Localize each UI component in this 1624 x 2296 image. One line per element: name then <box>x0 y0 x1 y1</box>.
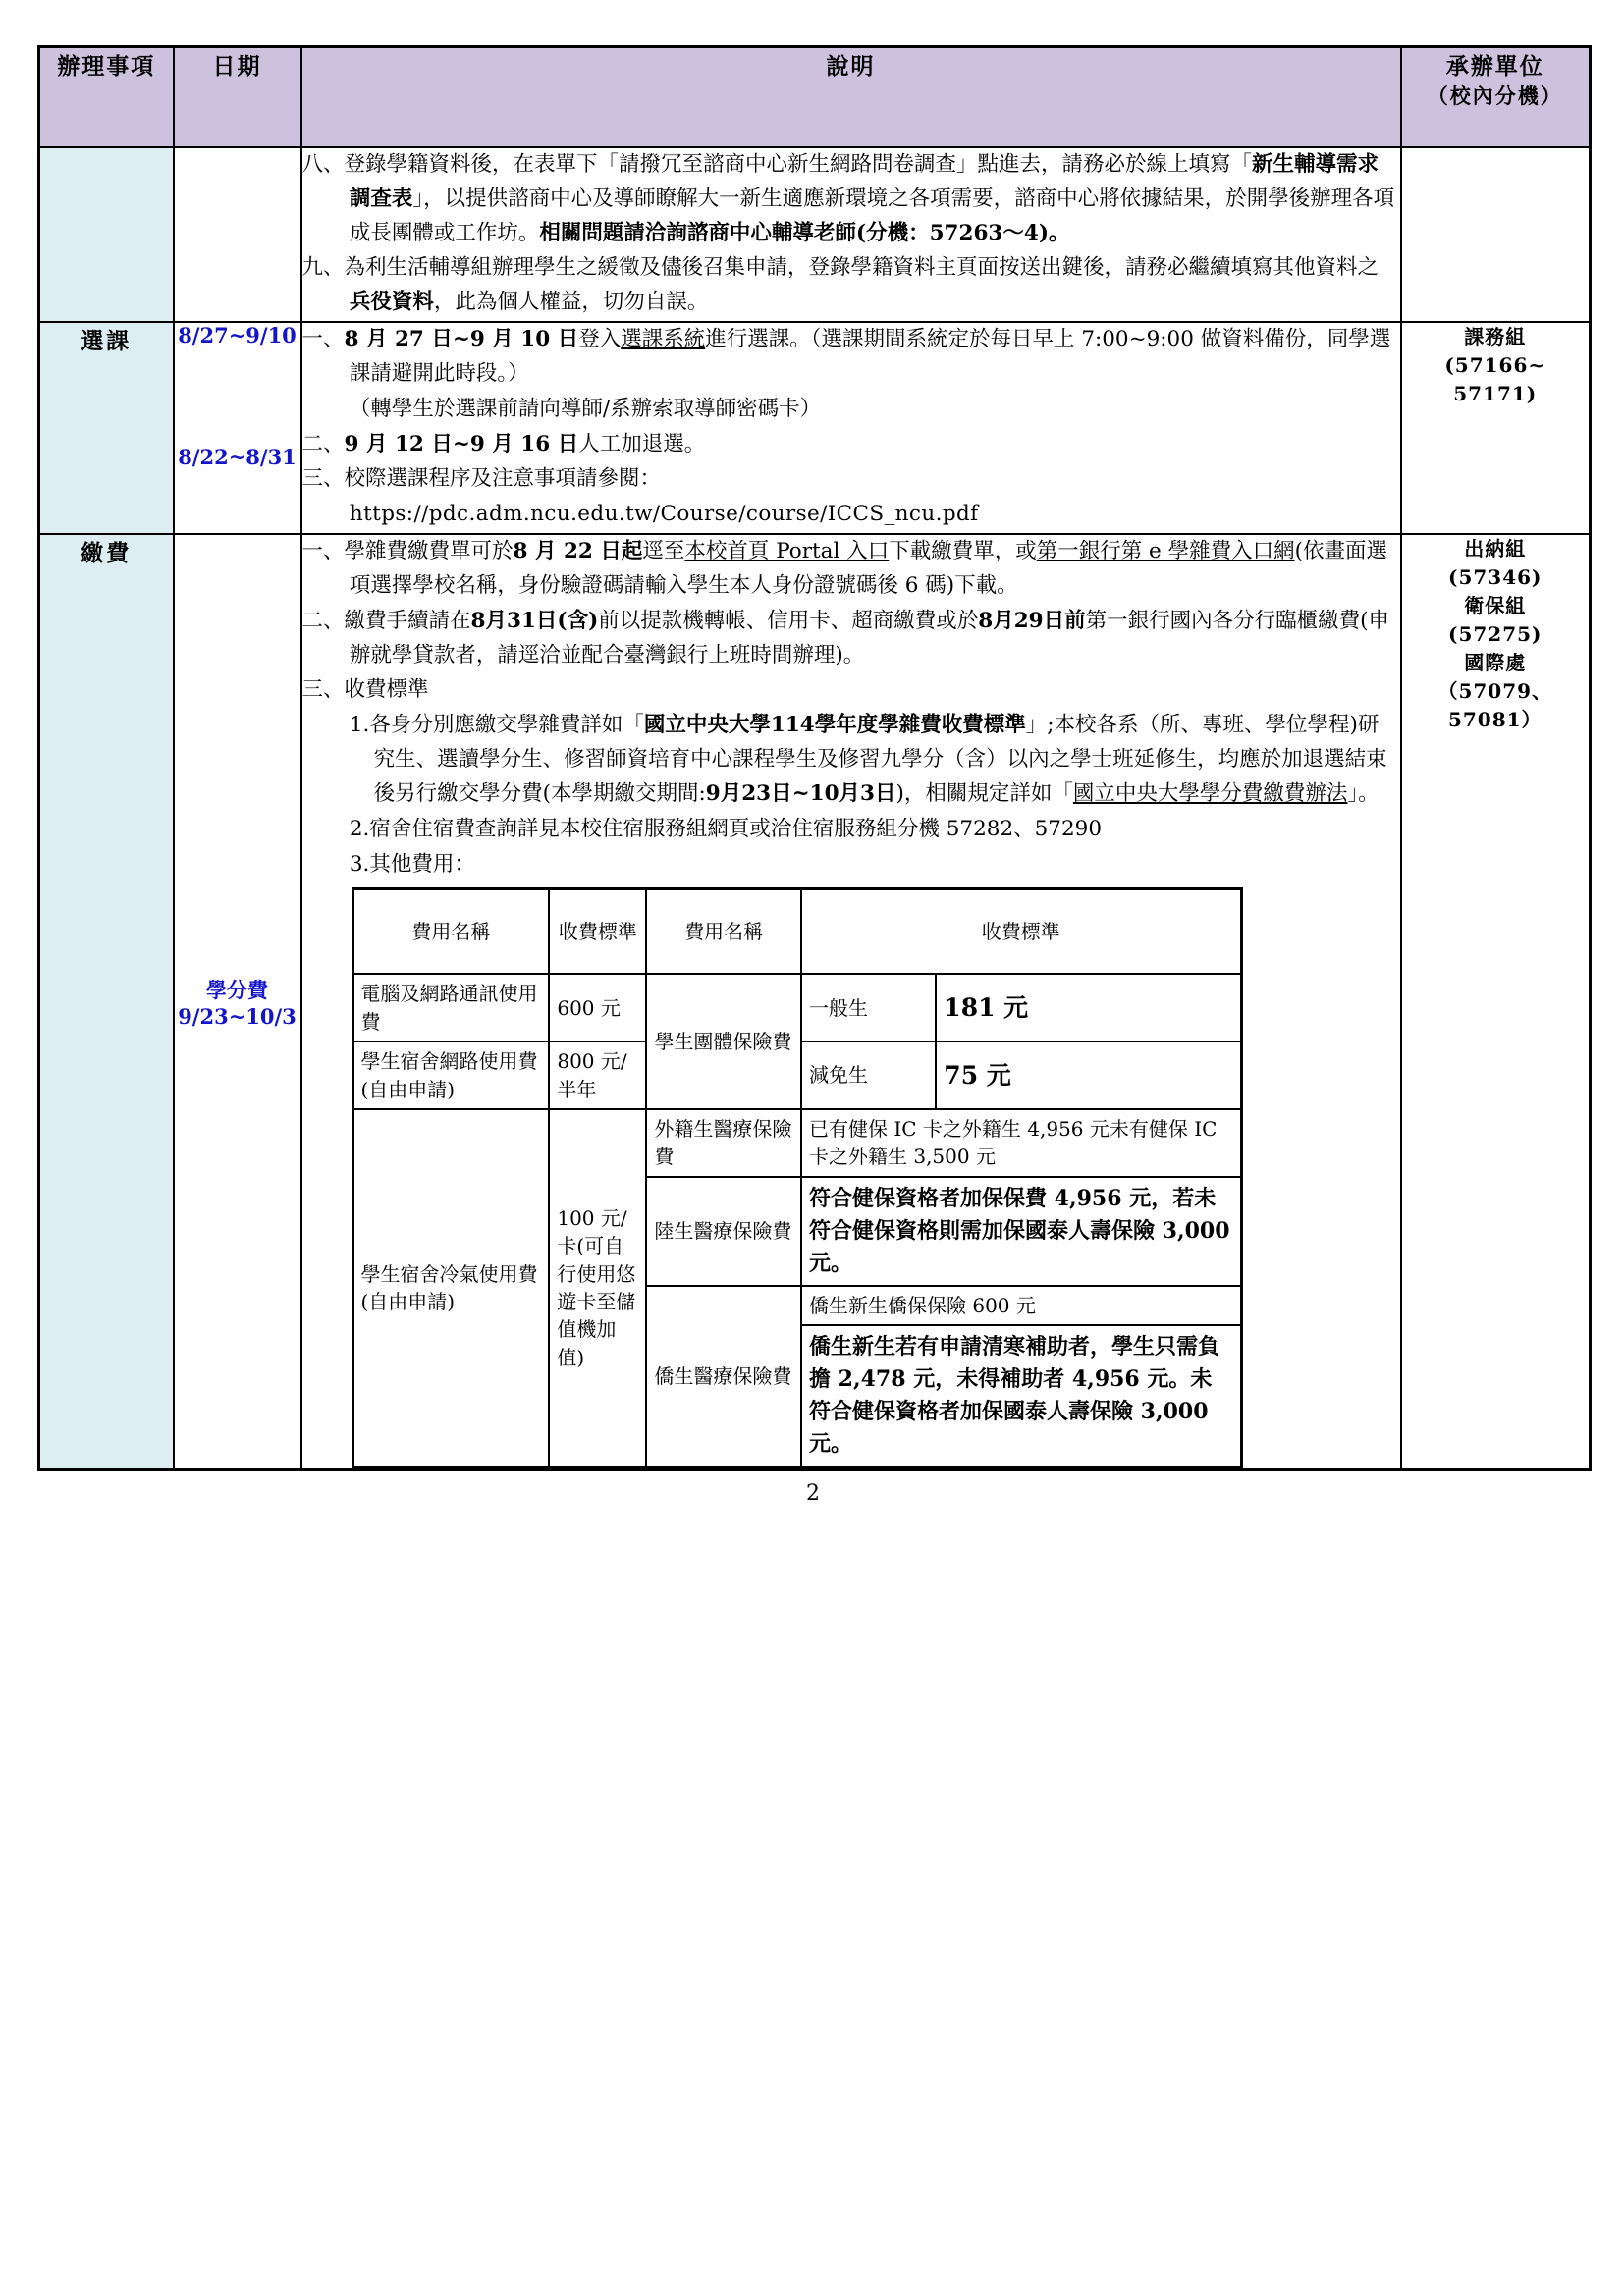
header-date: 日期 <box>174 47 301 148</box>
fee-value-general-student: 181 元 <box>936 974 1241 1041</box>
payment-unit-line-5: （57079、 <box>1437 679 1553 704</box>
payment-unit-line-6: 57081） <box>1447 708 1543 732</box>
course-item-3-url[interactable]: https://pdc.adm.ncu.edu.tw/Course/course/ICCS_ncu.pdf <box>349 502 979 527</box>
sub1-regulation-link[interactable]: 國立中央大學學分費繳費辦法 <box>1072 780 1348 806</box>
sub1-part-c: 」;本校各系（所、專班、學位學程)研究生、選讀學分生、修習師資培育中心課程學生及修習九學分（含）以內之學士班延修生，均應於加退選結束後另行繳交學分費(本學期繳交期間: <box>373 713 1387 806</box>
continuation-list <box>302 148 1400 320</box>
fee-row-computer-network <box>352 974 1241 1041</box>
course-item-1 <box>302 323 1400 392</box>
course-item-1-note: （轉學生於選課前請向導師/系辦索取導師密碼卡） <box>349 396 822 421</box>
fee-value-mainland-medical: 符合健保資格者加保保費 4,956 元，若未符合健保資格則需加保國泰人壽保險 3,000 元。 <box>801 1177 1241 1286</box>
payment-item-1 <box>302 535 1400 604</box>
sub1-part-g: 」。 <box>1347 780 1380 806</box>
pay2-part-e: 第一銀行國內各分行臨櫃繳費(申辦就學貸款者，請逕洽並配合臺灣銀行上班時間辦理)。 <box>349 608 1390 667</box>
cell-item-payment: 繳費 <box>39 534 174 1470</box>
sub1-part-a: 1.各身分別應繳交學雜費詳如「 <box>349 713 644 738</box>
fee-value-reduced-student: 75 元 <box>936 1041 1241 1109</box>
header-unit-line2: （校內分機） <box>1427 83 1563 108</box>
schedule-table <box>37 45 1592 1471</box>
fee-table <box>352 887 1243 1468</box>
sub1-part-e: )，相關規定詳如「 <box>895 780 1073 806</box>
payment-item-3: 三、收費標準 <box>301 677 429 703</box>
cell-item-continuation <box>39 147 174 322</box>
item8-emphasis-contact: 相關問題請洽詢諮商中心輔導老師(分機：57263～4)。 <box>539 220 1070 245</box>
cell-description-course <box>301 322 1401 534</box>
payment-item-2 <box>302 605 1400 673</box>
payment-date-top: 8/22~8/31 <box>178 445 297 470</box>
fee-name-group-insurance: 學生團體保險費 <box>646 974 801 1109</box>
cell-unit-continuation <box>1401 147 1591 322</box>
course2-daterange: 9 月 12 日~9 月 16 日 <box>344 431 579 456</box>
item8-emphasis-survey: 新生輔導需求調查表 <box>349 152 1380 211</box>
course-unit-ext-2: 57171) <box>1453 382 1538 406</box>
payment-sub-1 <box>302 709 1400 811</box>
fee-header-name-left: 費用名稱 <box>352 889 549 975</box>
pay1-part-c: 逕至 <box>642 539 685 564</box>
fee-header-row <box>352 889 1241 975</box>
course2-rest: 人工加退選。 <box>578 431 706 456</box>
cell-unit-course <box>1401 322 1591 534</box>
payment-credit-fee-label: 學分費 <box>206 978 268 1003</box>
pay1-part-g: (依畫面選項選擇學校名稱，身份驗證碼請輸入學生本人身份證號碼後 6 碼)下載。 <box>349 539 1388 598</box>
cell-date-continuation <box>174 147 301 322</box>
course1-daterange: 8 月 27 日~9 月 10 日 <box>344 327 579 352</box>
fee-value-overseas-medical-b: 僑生新生若有申請清寒補助者，學生只需負擔 2,478 元，未得補助者 4,956 元。未符合健保資格者加保國泰人壽保險 3,000 元。 <box>801 1325 1241 1468</box>
course-unit-ext-1: (57166~ <box>1444 353 1546 378</box>
sub1-standard-title: 國立中央大學114學年度學雜費收費標準 <box>643 713 1026 738</box>
course-item-3: 三、校際選課程序及注意事項請參閱： <box>301 466 662 492</box>
sub1-credit-period: 9月23日~10月3日 <box>705 780 896 806</box>
pay2-bank-deadline: 8月29日前 <box>978 608 1086 633</box>
fee-value-foreign-medical: 已有健保 IC 卡之外籍生 4,956 元未有健保 IC 卡之外籍生 3,500 元 <box>801 1109 1241 1177</box>
pay1-bank-link[interactable]: 第一銀行第 e 學雜費入口網 <box>1036 539 1295 564</box>
fee-name-dorm-aircon: 學生宿舍冷氣使用費(自由申請) <box>352 1109 549 1468</box>
fee-std-dorm-aircon: 100 元/卡(可自行使用悠遊卡至儲值機加值) <box>549 1109 646 1468</box>
fee-name-foreign-medical: 外籍生醫療保險費 <box>646 1109 801 1177</box>
table-header-row <box>39 47 1591 148</box>
pay2-deadline: 8月31日(含) <box>470 608 599 633</box>
fee-sub-reduced-student: 減免生 <box>801 1041 936 1109</box>
table-row-payment <box>39 534 1591 1470</box>
header-unit <box>1401 47 1591 148</box>
fee-header-std-left: 收費標準 <box>549 889 646 975</box>
course2-marker: 二、 <box>301 431 345 456</box>
fee-std-computer: 600 元 <box>549 974 646 1041</box>
fee-name-mainland-medical: 陸生醫療保險費 <box>646 1177 801 1286</box>
item9-emphasis-military: 兵役資料 <box>349 290 434 315</box>
course-list <box>302 323 1400 532</box>
course1-rest: 進行選課。（選課期間系統定於每日早上 7:00~9:00 做資料備份，同學選課請避開此時段。） <box>349 327 1391 386</box>
list-item-9 <box>302 251 1400 320</box>
payment-sub-2: 2.宿舍住宿費查詢詳見本校住宿服務組網頁或洽住宿服務組分機 57282、57290 <box>349 816 1103 841</box>
fee-sub-general-student: 一般生 <box>801 974 936 1041</box>
payment-unit-line-0: 出納組 <box>1464 537 1527 561</box>
pay1-portal-link[interactable]: 本校首頁 Portal 入口 <box>684 539 890 564</box>
fee-value-overseas-medical-a: 僑生新生僑保保險 600 元 <box>801 1286 1241 1325</box>
table-row-continuation <box>39 147 1591 322</box>
item9-part-c: ，此為個人權益，切勿自誤。 <box>433 290 709 315</box>
fee-name-computer: 電腦及網路通訊使用費 <box>352 974 549 1041</box>
cell-description-continuation <box>301 147 1401 322</box>
payment-unit-line-2: 衛保組 <box>1464 594 1527 618</box>
fee-std-dorm-network: 800 元/半年 <box>549 1041 646 1109</box>
fee-name-overseas-medical: 僑生醫療保險費 <box>646 1286 801 1468</box>
pay1-start-date: 8 月 22 日起 <box>513 539 643 564</box>
payment-unit-line-1: (57346) <box>1447 565 1543 590</box>
cell-unit-payment <box>1401 534 1591 1470</box>
payment-sub-3: 3.其他費用： <box>349 851 475 877</box>
pay2-part-c: 前以提款機轉帳、信用卡、超商繳費或於 <box>598 608 979 633</box>
fee-header-std-right: 收費標準 <box>801 889 1241 975</box>
fee-row-foreign-insurance <box>352 1109 1241 1177</box>
cell-date-payment <box>174 445 301 1470</box>
item8-part-a: 八、登錄學籍資料後，在表單下「請撥冗至諮商中心新生網路問卷調查」點進去，請務必於線上填寫「 <box>301 152 1253 177</box>
item8-part-c: 」，以提供諮商中心及導師瞭解大一新生適應新環境之各項需要，諮商中心將依據結果，於開學後辦理各項成長團體或工作坊。 <box>349 186 1395 245</box>
payment-unit-line-4: 國際處 <box>1464 651 1527 675</box>
pay1-part-e: 下載繳費單，或 <box>889 539 1037 564</box>
header-unit-line1: 承辦單位 <box>1445 53 1544 80</box>
course1-marker: 一、 <box>301 327 345 352</box>
payment-list <box>302 535 1400 881</box>
table-row-course-selection <box>39 322 1591 534</box>
payment-unit-line-3: (57275) <box>1447 622 1543 647</box>
course-unit-name: 課務組 <box>1464 325 1527 349</box>
cell-description-payment <box>301 534 1401 1470</box>
header-item: 辦理事項 <box>39 47 174 148</box>
course1-system-link[interactable]: 選課系統 <box>621 327 706 352</box>
course-item-2 <box>302 428 1400 462</box>
page-number: 2 <box>806 1481 820 1507</box>
cell-date-course: 8/27~9/10 <box>174 322 301 534</box>
fee-header-name-right: 費用名稱 <box>646 889 801 975</box>
pay2-part-a: 二、繳費手續請在 <box>301 608 471 633</box>
course1-verb: 登入 <box>578 327 622 352</box>
item9-part-a: 九、為利生活輔導組辦理學生之緩徵及儘後召集申請，登錄學籍資料主頁面按送出鍵後，請務必繼續填寫其他資料之 <box>301 255 1380 281</box>
payment-credit-fee-range: 9/23~10/3 <box>178 1004 297 1030</box>
fee-name-dorm-network: 學生宿舍網路使用費(自由申請) <box>352 1041 549 1109</box>
cell-item-course: 選課 <box>39 322 174 534</box>
pay1-part-a: 一、學雜費繳費單可於 <box>301 539 514 564</box>
header-description: 說明 <box>301 47 1401 148</box>
list-item-8 <box>302 148 1400 250</box>
